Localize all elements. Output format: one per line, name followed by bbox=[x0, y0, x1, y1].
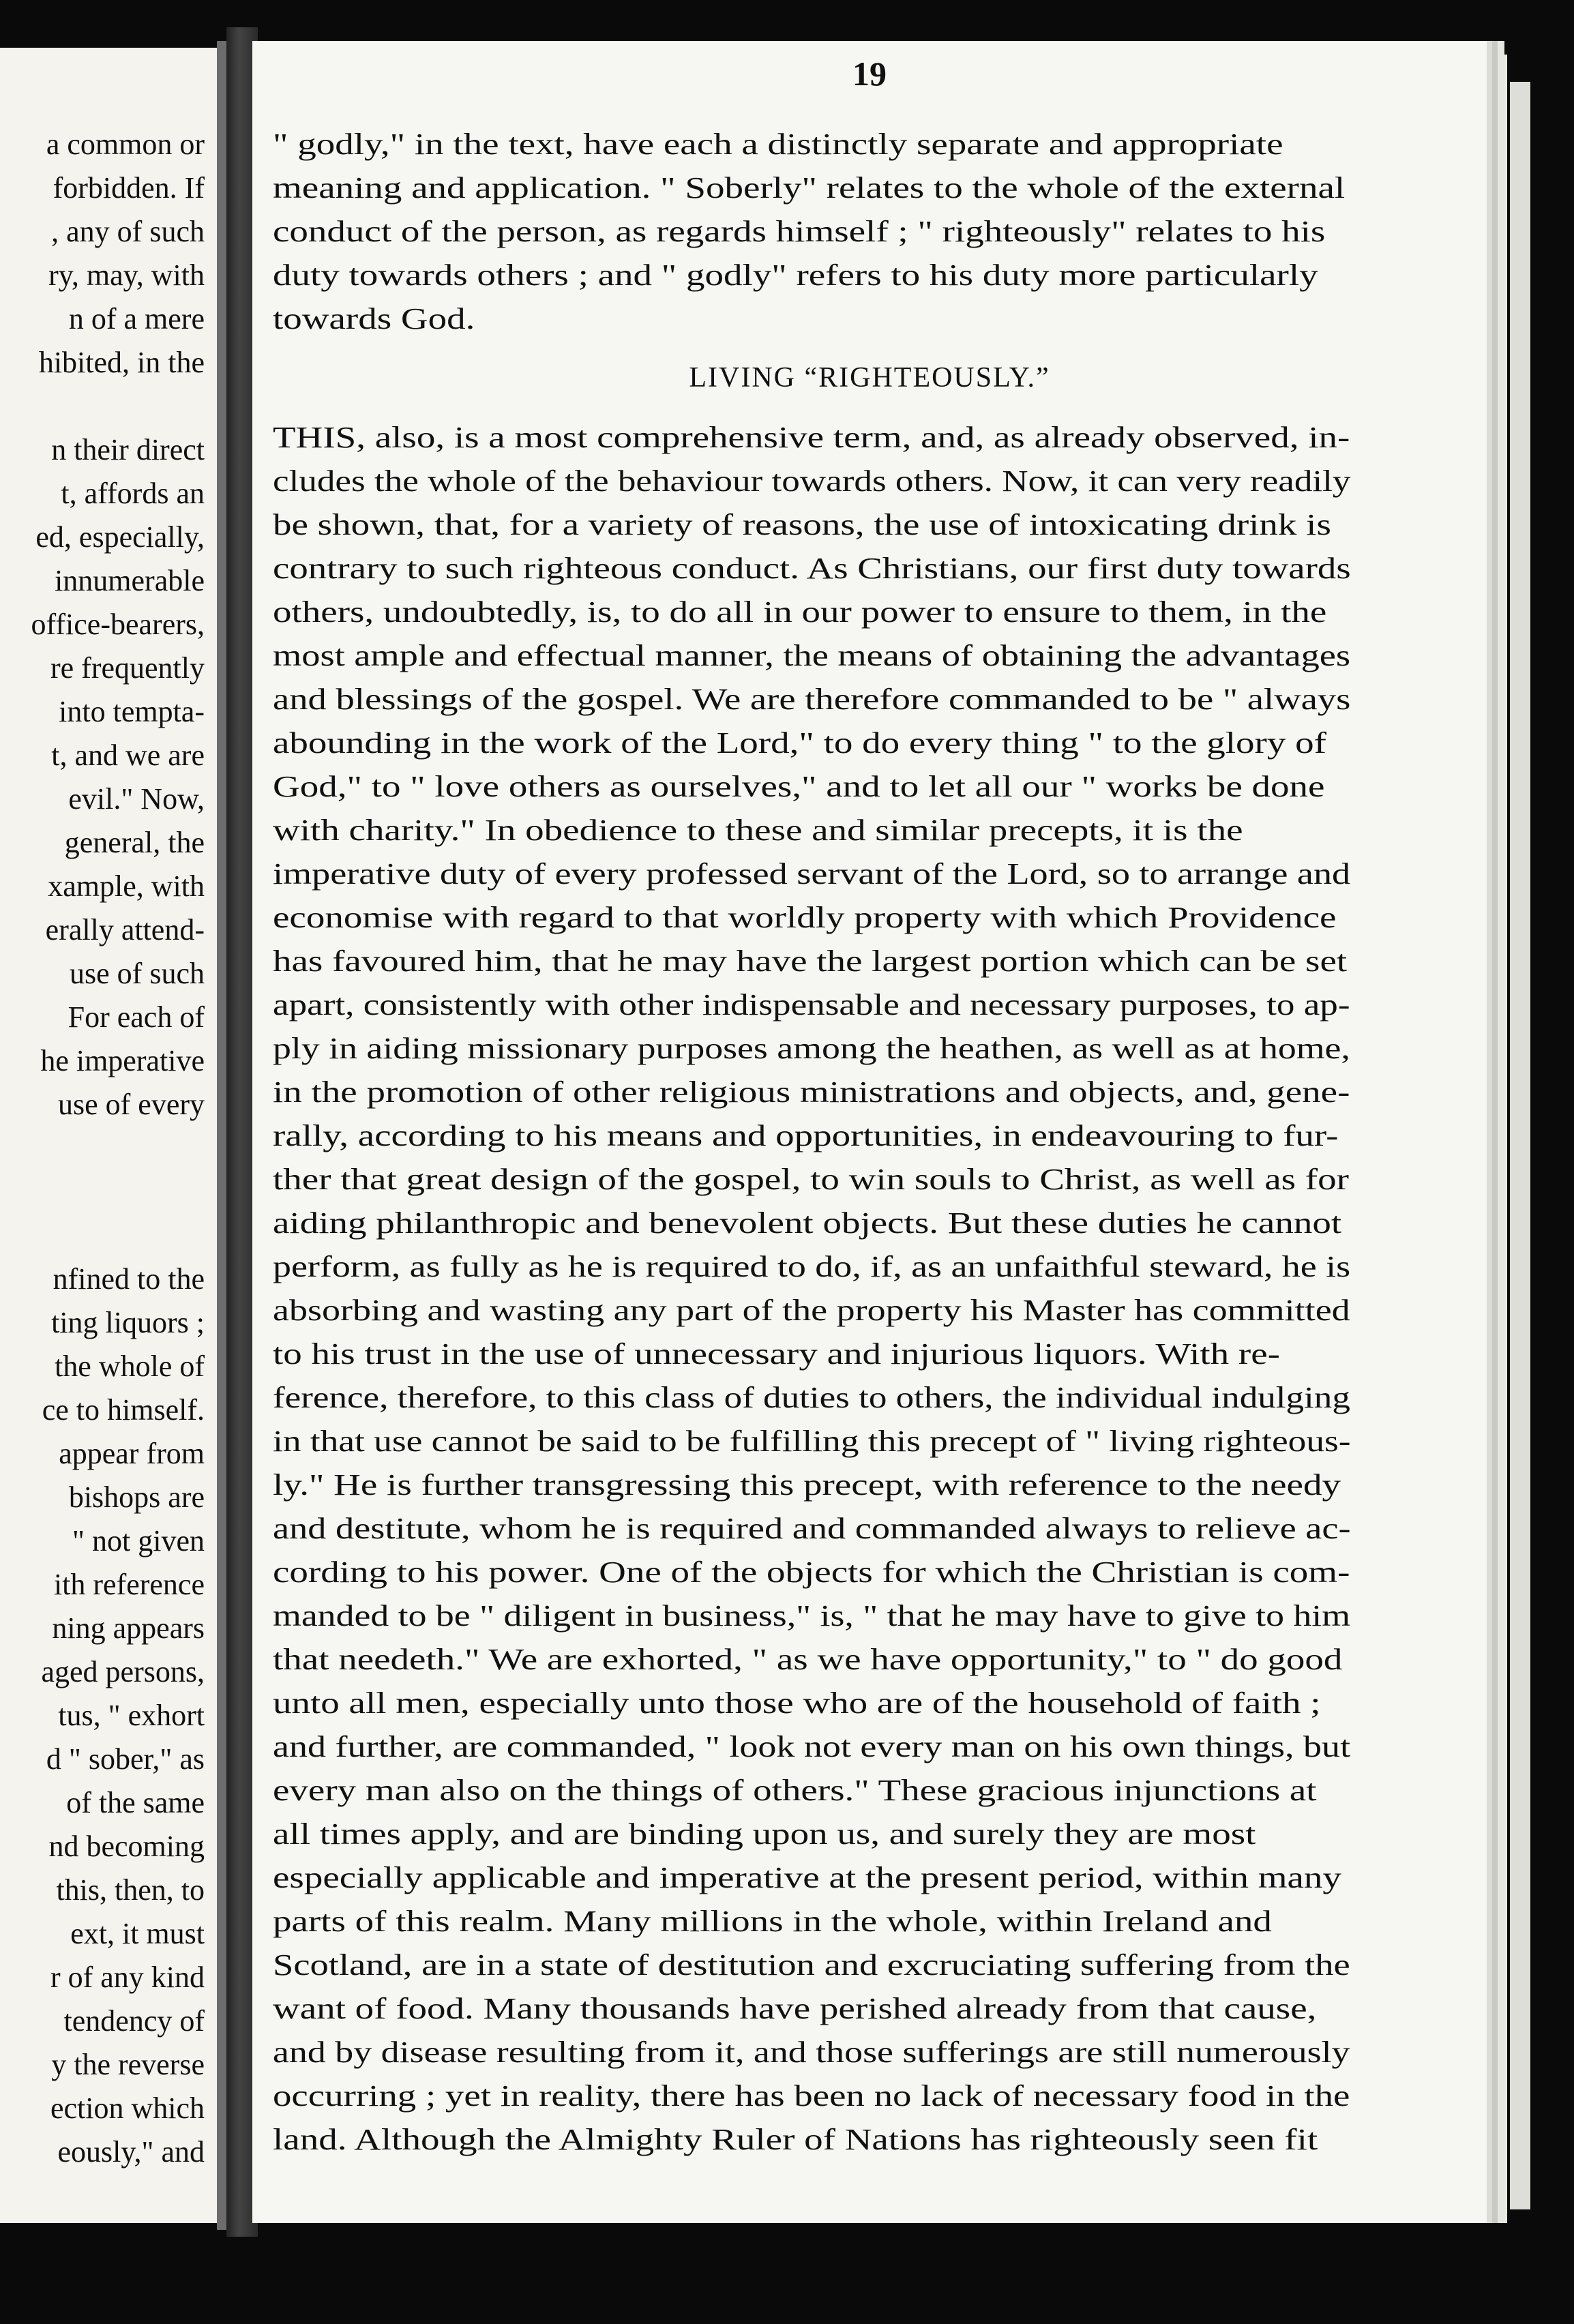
text-line: " godly," in the text, have each a distinctly separate and appropriate bbox=[273, 128, 1283, 161]
text-line: land. Although the Almighty Ruler of Nations has righteously seen fit bbox=[273, 2123, 1318, 2156]
left-page-line: forbidden. If bbox=[53, 171, 205, 205]
left-page-line: bishops are bbox=[68, 1480, 205, 1514]
text-line: imperative duty of every professed servant of the Lord, so to arrange and bbox=[273, 857, 1351, 891]
left-page-line: innumerable bbox=[55, 564, 205, 597]
left-page-line: of the same bbox=[66, 1786, 205, 1819]
text-line: ference, therefore, to this class of duties to others, the individual indulging bbox=[273, 1381, 1350, 1414]
text-line: Scotland, are in a state of destitution and excruciating suffering from the bbox=[273, 1948, 1350, 1982]
text-line: manded to be " diligent in business," is, " that he may have to give to him bbox=[273, 1599, 1351, 1633]
left-page-line: y the reverse bbox=[51, 2048, 205, 2081]
left-page-line: office-bearers, bbox=[31, 608, 205, 641]
text-line: that needeth." We are exhorted, " as we have opportunity," to " do good bbox=[273, 1643, 1343, 1676]
left-page-line: aged persons, bbox=[41, 1655, 205, 1688]
page-edge bbox=[1492, 55, 1507, 2223]
section-heading: LIVING “RIGHTEOUSLY.” bbox=[689, 362, 1050, 393]
text-line: apart, consistently with other indispensable and necessary purposes, to ap- bbox=[273, 988, 1350, 1022]
left-page-line: ext, it must bbox=[70, 1917, 205, 1950]
text-line: with charity." In obedience to these and similar precepts, it is the bbox=[273, 814, 1243, 847]
left-page-line: appear from bbox=[59, 1437, 205, 1470]
left-page-line: use of every bbox=[57, 1088, 205, 1121]
text-line: to his trust in the use of unnecessary and injurious liquors. With re- bbox=[273, 1337, 1280, 1371]
left-page-line: tus, " exhort bbox=[58, 1699, 205, 1732]
text-line: economise with regard to that worldly property with which Providence bbox=[273, 901, 1337, 934]
left-page-line: he imperative bbox=[40, 1044, 205, 1077]
left-page-line: t, and we are bbox=[51, 739, 205, 772]
left-page-line: ce to himself. bbox=[42, 1393, 205, 1427]
left-page-line: the whole of bbox=[55, 1350, 205, 1383]
left-page-line: n their direct bbox=[51, 433, 205, 466]
left-page-line: a common or bbox=[46, 128, 205, 161]
text-line: want of food. Many thousands have perished already from that cause, bbox=[273, 1992, 1317, 2025]
left-page-line: For each of bbox=[68, 1000, 205, 1034]
left-facing-page bbox=[0, 48, 233, 2223]
left-page-line: this, then, to bbox=[56, 1873, 205, 1907]
left-page-line: into tempta- bbox=[59, 695, 205, 728]
left-page-line: evil." Now, bbox=[68, 782, 205, 816]
left-page-line: ry, may, with bbox=[48, 258, 205, 292]
left-page-line: t, affords an bbox=[61, 477, 205, 510]
right-page bbox=[252, 41, 1487, 2223]
text-line: contrary to such righteous conduct. As Christians, our first duty towards bbox=[273, 552, 1351, 585]
text-line: parts of this realm. Many millions in the whole, within Ireland and bbox=[273, 1905, 1272, 1938]
text-line: aiding philanthropic and benevolent objects. But these duties he cannot bbox=[273, 1206, 1342, 1240]
text-line: conduct of the person, as regards himself ; " righteously" relates to his bbox=[273, 215, 1326, 248]
text-line: ply in aiding missionary purposes among the heathen, as well as at home, bbox=[273, 1032, 1350, 1065]
text-line: and destitute, whom he is required and commanded always to relieve ac- bbox=[273, 1512, 1351, 1545]
text-line: rally, according to his means and opportunities, in endeavouring to fur- bbox=[273, 1119, 1339, 1152]
left-page-line: r of any kind bbox=[50, 1961, 205, 1994]
left-page-line: tendency of bbox=[63, 2004, 205, 2038]
text-line: THIS, also, is a most comprehensive term, and, as already observed, in- bbox=[273, 421, 1350, 454]
text-line: has favoured him, that he may have the largest portion which can be set bbox=[273, 944, 1348, 978]
text-line: God," to " love others as ourselves," and to let all our " works be done bbox=[273, 770, 1325, 803]
text-line: and by disease resulting from it, and those sufferings are still numerously bbox=[273, 2036, 1350, 2069]
text-line: meaning and application. " Soberly" relates to the whole of the external bbox=[273, 171, 1346, 205]
text-line: ther that great design of the gospel, to win souls to Christ, as well as for bbox=[273, 1163, 1349, 1196]
text-line: in that use cannot be said to be fulfilling this precept of " living righteous- bbox=[273, 1425, 1351, 1458]
left-page-line: ection which bbox=[50, 2091, 205, 2125]
left-page-line: d " sober," as bbox=[46, 1742, 205, 1776]
text-line: in the promotion of other religious ministrations and objects, and, gene- bbox=[273, 1075, 1350, 1109]
text-line: absorbing and wasting any part of the property his Master has committed bbox=[273, 1294, 1350, 1327]
left-page-line: re frequently bbox=[50, 651, 205, 685]
left-page-line: use of such bbox=[70, 957, 205, 990]
text-line: most ample and effectual manner, the means of obtaining the advantages bbox=[273, 639, 1351, 672]
page-edge bbox=[1510, 82, 1530, 2209]
left-page-line: erally attend- bbox=[45, 913, 205, 947]
text-line: towards God. bbox=[273, 302, 475, 336]
text-line: abounding in the work of the Lord," to do every thing " to the glory of bbox=[273, 726, 1326, 760]
left-page-line: general, the bbox=[64, 826, 205, 859]
left-page-line: nfined to the bbox=[53, 1262, 205, 1296]
text-line: occurring ; yet in reality, there has been no lack of necessary food in the bbox=[273, 2079, 1350, 2113]
left-page-line: nd becoming bbox=[48, 1830, 205, 1863]
left-page-line: hibited, in the bbox=[38, 346, 205, 379]
left-page-line: eously," and bbox=[57, 2135, 205, 2169]
text-line: and further, are commanded, " look not every man on his own things, but bbox=[273, 1730, 1351, 1763]
text-line: others, undoubtedly, is, to do all in our power to ensure to them, in the bbox=[273, 595, 1327, 629]
text-line: all times apply, and are binding upon us, and surely they are most bbox=[273, 1817, 1256, 1851]
text-line: cording to his power. One of the objects for which the Christian is com- bbox=[273, 1555, 1350, 1589]
text-line: ly." He is further transgressing this precept, with reference to the needy bbox=[273, 1468, 1341, 1502]
text-line: be shown, that, for a variety of reasons, the use of intoxicating drink is bbox=[273, 508, 1331, 541]
left-page-line: , any of such bbox=[51, 215, 205, 248]
text-line: duty towards others ; and " godly" refers to his duty more particularly bbox=[273, 258, 1318, 292]
left-page-line: ting liquors ; bbox=[51, 1306, 205, 1339]
text-line: cludes the whole of the behaviour towards others. Now, it can very readily bbox=[273, 464, 1351, 498]
left-page-line: xample, with bbox=[48, 869, 205, 903]
left-page-line: ning appears bbox=[52, 1611, 205, 1645]
text-line: and blessings of the gospel. We are therefore commanded to be " always bbox=[273, 683, 1351, 716]
page-number: 19 bbox=[852, 55, 887, 93]
text-line: every man also on the things of others." These gracious injunctions at bbox=[273, 1774, 1317, 1807]
left-page-line: ed, especially, bbox=[35, 520, 205, 554]
text-line: perform, as fully as he is required to do, if, as an unfaithful steward, he is bbox=[273, 1250, 1351, 1283]
left-page-line: " not given bbox=[72, 1524, 205, 1558]
text-line: especially applicable and imperative at the present period, within many bbox=[273, 1861, 1341, 1894]
text-line: unto all men, especially unto those who are of the household of faith ; bbox=[273, 1686, 1321, 1720]
left-page-line: ith reference bbox=[53, 1568, 205, 1601]
left-page-line: n of a mere bbox=[68, 302, 205, 336]
